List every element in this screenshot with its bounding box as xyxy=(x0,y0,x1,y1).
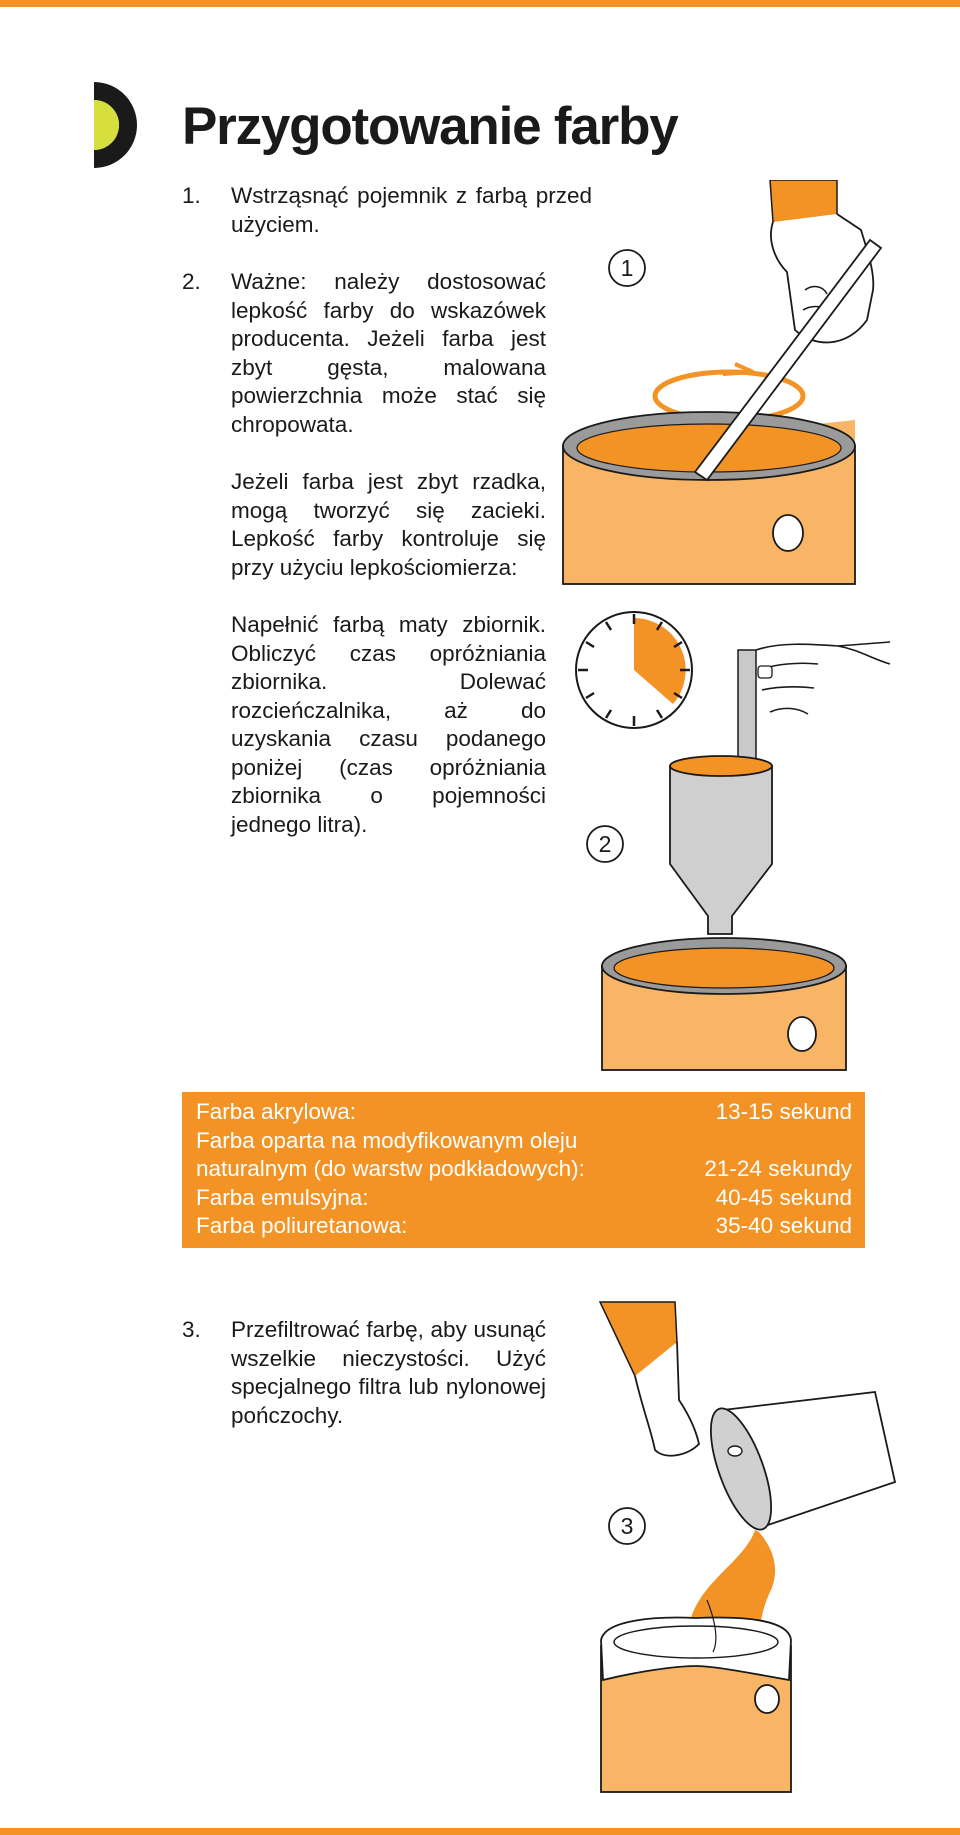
flow-time: 35-40 sekund xyxy=(715,1213,852,1238)
flow-time: 21-24 sekundy xyxy=(704,1156,852,1181)
step-body xyxy=(231,182,592,268)
step-paragraph: Wstrząsnąć pojemnik z farbą przed użyciem. xyxy=(231,183,592,237)
step-number: 1. xyxy=(182,183,201,208)
paint-type: Farba poliuretanowa: xyxy=(196,1213,408,1238)
step-body xyxy=(231,268,546,868)
section-marker-icon xyxy=(94,82,140,168)
stopwatch-icon xyxy=(576,612,692,728)
filtering-paint-illustration xyxy=(595,1300,910,1793)
flow-time: 40-45 sekund xyxy=(715,1184,852,1210)
step-paragraph: Napełnić farbą maty zbiornik. Obliczyć czas opróżniania zbiornika. Dolewać rozcieńczalnika, aż do uzyskania czasu podanego poniżej (czas opróżniania zbiornika o pojemności jednego litra). xyxy=(231,612,546,837)
step-paragraph: Ważne: należy dostosować lepkość farby do wskazówek producenta. Jeżeli farba jest zbyt gęsta, malowana powierzchnia może stać się chropowata. xyxy=(231,269,546,437)
flow-time: 13-15 sekund xyxy=(715,1099,852,1124)
paint-type: Farba akrylowa: xyxy=(196,1099,357,1124)
step-3-badge-label: 3 xyxy=(620,1513,634,1539)
bottom-accent-bar xyxy=(0,1828,960,1835)
viscosity-times-table xyxy=(182,1092,865,1248)
step-number: 2. xyxy=(182,269,201,294)
viscosity-cup-illustration xyxy=(570,606,900,1071)
paint-type: Farba emulsyjna: xyxy=(196,1184,369,1210)
table-row xyxy=(196,1184,852,1213)
step-2-badge-label: 2 xyxy=(598,831,612,857)
table-row xyxy=(196,1098,852,1127)
step-paragraph: Jeżeli farba jest zbyt rzadka, mogą tworzyć się zacieki. Lepkość farby kontroluje się przy użyciu lepkościomierza: xyxy=(231,469,546,580)
table-row xyxy=(196,1212,852,1241)
step-paragraph: Przefiltrować farbę, aby usunąć wszelkie nieczystości. Użyć specjalnego filtra lub nylonowej pończochy. xyxy=(231,1317,546,1428)
stirring-paint-illustration xyxy=(555,180,910,585)
page-title: Przygotowanie farby xyxy=(182,97,678,156)
step-1-badge-label: 1 xyxy=(620,255,634,281)
paint-type: naturalnym (do warstw podkładowych): xyxy=(196,1156,585,1181)
paint-type: Farba oparta na modyfikowanym oleju xyxy=(196,1127,578,1153)
table-row xyxy=(196,1127,852,1156)
top-accent-bar xyxy=(0,0,960,7)
table-row xyxy=(196,1155,852,1184)
step-number: 3. xyxy=(182,1317,201,1342)
step-body xyxy=(231,1316,546,1459)
